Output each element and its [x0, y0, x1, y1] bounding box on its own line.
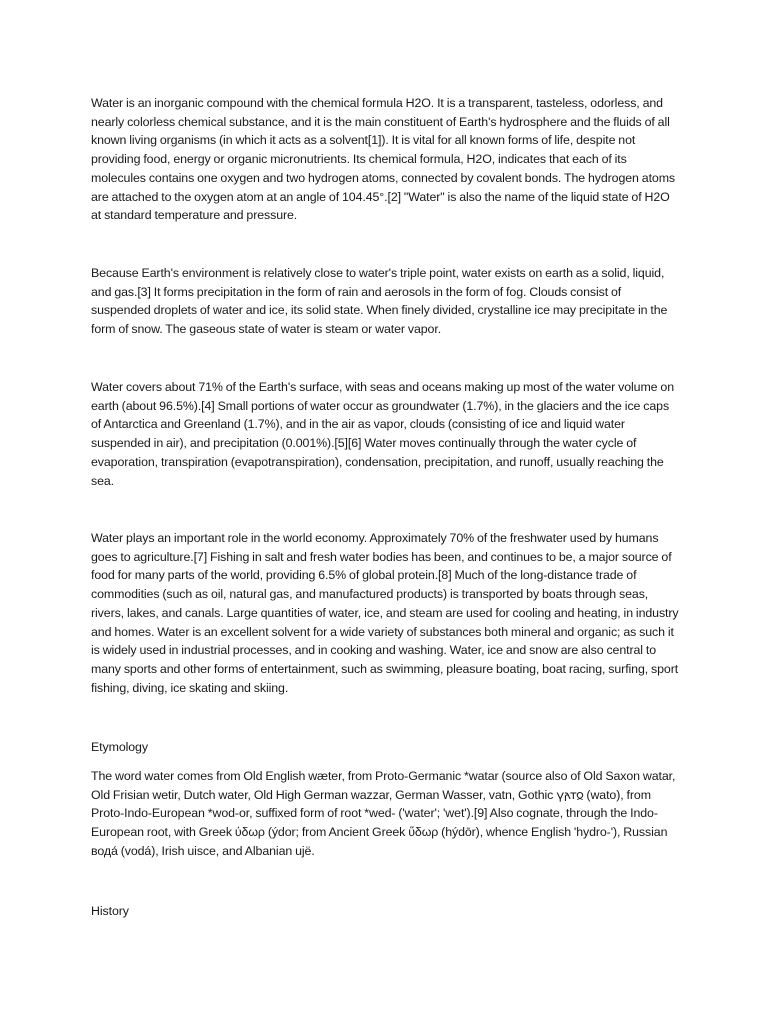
paragraph-states: Because Earth's environment is relatively close to water's triple point, water exists on earth as a solid, liquid, and gas.[3] It forms precipitation in the form of rain and aerosols in the form of fog. Clouds consist of suspended droplets of water and ice, its solid state. When finely divided, crystalline ice may precipitate in the form of snow. The gaseous state of water is steam or water vapor. [91, 266, 668, 337]
paragraph-distribution: Water covers about 71% of the Earth's surface, with seas and oceans making up most of the water volume on earth (about 96.5%).[4] Small portions of water occur as groundwater (1.7%), in the glaciers and the ice caps of Antarctica and Greenland (1.7%), and in the air as vapor, clouds (consisting of ice and liquid water suspended in air), and precipitation (0.001%).[5][6] Water moves continually through the water cycle of evaporation, transpiration (evapotranspiration), condensation, precipitation, and runoff, usually reaching the sea. [91, 380, 674, 488]
paragraph-intro: Water is an inorganic compound with the chemical formula H2O. It is a transparent, tasteless, odorless, and nearly colorless chemical substance, and it is the main constituent of Earth's hydrosphere and the fluids of all known living organisms (in which it acts as a solvent[1]). It is vital for all known forms of life, despite not providing food, energy or organic micronutrients. Its chemical formula, H2O, indicates that each of its molecules contains one oxygen and two hydrogen atoms, connected by covalent bonds. The hydrogen atoms are attached to the oxygen atom at an angle of 104.45°.[2] "Water" is also the name of the liquid state of H2O at standard temperature and pressure. [91, 96, 676, 223]
paragraph-economy: Water plays an important role in the world economy. Approximately 70% of the freshwater used by humans goes to agriculture.[7] Fishing in salt and fresh water bodies has been, and continues to be, a major source of food for many parts of the world, providing 6.5% of global protein.[8] Much of the long-distance trade of commodities (such as oil, natural gas, and manufactured products) is transported by boats through seas, rivers, lakes, and canals. Large quantities of water, ice, and steam are used for cooling and heating, in industry and homes. Water is an excellent solvent for a wide variety of substances both mineral and organic; as such it is widely used in industrial processes, and in cooking and washing. Water, ice and snow are also central to many sports and other forms of entertainment, such as swimming, pleasure boating, boat racing, surfing, sport fishing, diving, ice skating and skiing. [91, 531, 679, 695]
heading-history: History [91, 904, 129, 918]
paragraph-etymology: The word water comes from Old English wæter, from Proto-Germanic *watar (source also of Old Saxon watar, Old Frisian wetir, Dutch water, Old High German wazzar, German Wasser, vatn, Gothic 𐍅𐌰𐍄𐍉 (wato), from Proto-Indo-European *wod-or, suffixed form of root *wed- ('water'; 'wet').[9] Also cognate, through the Indo-European root, with Greek ύδωρ (ýdor; from Ancient Greek ὕδωρ (hýdōr), whence English 'hydro-'), Russian вода́ (vodá), Irish uisce, and Albanian ujë. [91, 769, 676, 858]
heading-etymology: Etymology [91, 740, 148, 754]
